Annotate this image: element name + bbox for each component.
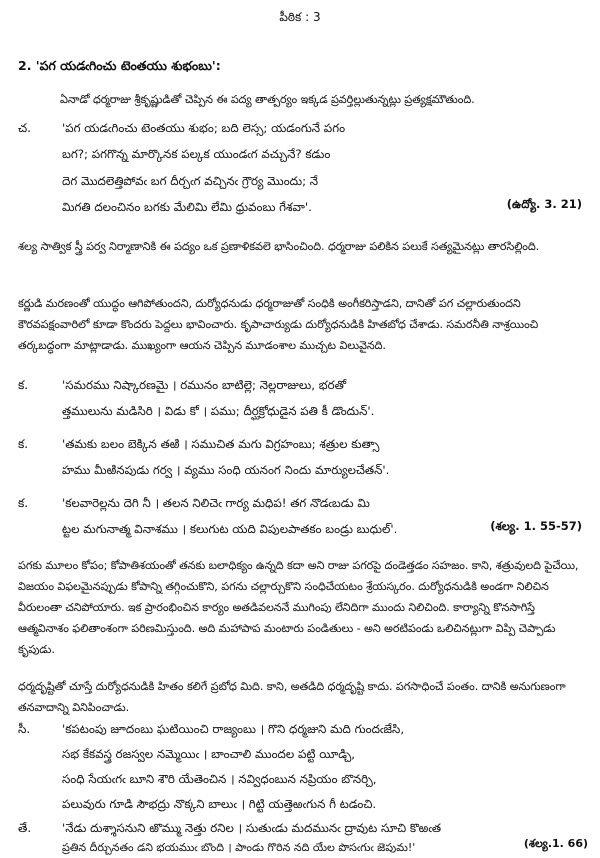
poem-line: 'కపటంపు జూదంబు ఘటియించి రాజ్యంబు । గొని ధర్మజుని మది గుందఁజేసి, [62,722,405,736]
poem-label: క. [18,378,29,392]
poem-label: తే. [18,821,32,835]
poem-line: త్తములును మడిసిరి । విడు కో । పము; దీర్ఘక్రోధుడైన పతి కీ డొందున్'. [62,404,375,418]
paragraph-1: శల్య సాత్విక స్త్రీ పర్వ నిర్మాణానికి ఈ పద్యం ఒక ప్రణాళికవలె భాసించింది. ధర్మరాజు పలికిన పలుకే సత్యమైనట్లు తారసిల్లింది. [18,240,540,253]
page-header: పీఠిక : 3 [279,10,321,24]
paragraph-3: పగకు మూలం కోపం; కోపాతిశయంతో తనకు బలాధిక్యం ఉన్నది కదా అని రాజు పగరపై దండెత్తడం సహజం. కాని, శత్రువులది పైచేయి, విజయం విఫలమైనప్పుడు కోపాన్ని తగ్గించుకొని, పగను చల్లార్చుకొని సంధిచేయటం శ్రేయస్కరం. దుర్యోధనుడికి అండగా నిలిచిన వీరులంతా చనిపోయారు. ఇక ప్రారంభించిన కార్యం అతడివలననే ముగింపు లేనిదిగా ముందు నిలిచింది. కార్యాన్ని కొనసాగిస్తే ఆత్మవినాశం ఫలితాంశంగా పరిణమిస్తుంది. అది మహాపాప మంటారు పండితులు - అని అరటిపండు ఒలిచినట్లుగా విప్పి చెప్పాడు కృపుడు. [18,559,579,656]
paragraph-4: ధర్మదృష్టితో చూస్తే దుర్యోధనుడికి హితం కలిగే ప్రబోధ మిది. కాని, అతడిది ధర్మదృష్టి కాదు. పగసాధించే పంతం. దానికి అనుగుణంగా తనవాదాన్ని వినిపించాడు. [18,680,566,714]
poem-line: 'తమకు బలం బెక్కిన తఱి । సముచిత మగు విగ్రహంబు; శత్రుల కుత్సా [62,437,380,451]
poem-line: బగ?; పగగొన్న మార్కొనక పల్కక యుండఁగ వచ్చునే? కడుం [62,147,331,161]
poem-line: హము మీఱినపుడు గర్వ । వ్యము సంధి యనంగ నిందు మార్యులచేతన్'. [62,463,390,477]
paragraph-2: కర్ణుడి మరణంతో యుద్ధం ఆగిపోతుందని, దుర్యోధనుడు ధర్మరాజుతో సంధికి అంగీకరిస్తాడని, దానితో పగ చల్లారుతుందని కౌరవపక్షంవారిలో కూడా కొందరు పెద్దలు భావించారు. కృపాచార్యుడు దుర్యోధనుడికి హితబోధ చేశాడు. సమరనీతి నాశ్రయించి తర్కబద్ధంగా మాట్లాడాడు. ముఖ్యంగా ఆయన చెప్పిన మూడంశాల ముచ్చట విలువైనది. [18,297,539,352]
poem-label: క. [18,437,29,451]
poem-line: 'నేడు దుశ్శాసనుని ఱొమ్ము నెత్తు రనిల । సుతుఁడు మదమునఁ ద్రావుట సూచి కొఱఁత [62,821,442,835]
poem-line: పలువురు గూడి సౌభద్రు నొక్కని బాలుఁ । గిట్టి యత్తెఱఁగున గీ టడంచి. [62,797,377,811]
poem-line: మిగతి దలంచినం బగకు మేలిమి లేమి ధ్రువంబు గేశవా'. [62,200,312,214]
poem-label: క. [18,496,29,510]
section-title: 2. 'పగ యడఁగించు టెంతయు శుభంబు': [18,58,221,73]
poem-reference: (శల్య.1. 66) [523,837,588,850]
poem-line: ప్రతిన దీర్చునతం డని భయముఁ బొంది । పాండు గొరిన నది యేల పొసఁగుఁ జెపుమ!' [62,841,416,854]
poem-label: సీ. [18,722,31,736]
poem-reference: (శల్య. 1. 55-57) [490,519,582,533]
poem-reference: (ఉద్యో. 3. 21) [506,197,582,211]
poem-line: 'కలవారెల్లను దెగి నీ । తలన నిలిచెఁ గార్య మధిప! తగ నొడఁబడు మి [62,496,370,510]
poem-line: సభ కేకవస్త్ర రజస్వల నమ్మెయిఁ । బాంచాలి ముందల పట్టి యీడ్చి, [62,747,356,761]
poem-line: దెగ మొదలెత్తిపోవఁ బగ దీర్చఁగ వచ్చినఁ గ్రౌర్య మొందు; నే [62,174,319,188]
poem-line: 'పగ యడఁగించు టెంతయు శుభం; బది లెస్స; యడంగునే పగం [62,121,346,135]
poem-line: సంధి సేయఁగఁ బూని శౌరి యేతెంచిన । నవ్విధంబున నప్రియం బొనర్చి, [62,772,377,786]
poem-label: చ. [18,121,31,135]
poem-line: ట్టల మగునాత్మ వినాశము । కలుగుట యది విపులపాతకం బండ్రు బుధుల్'. [62,522,398,536]
poem-line: 'సమరము నిష్కారణమై । రమునం బాటిల్లె; నెల్లరాజులు, భరతో [62,378,347,392]
intro-paragraph: ఏనాడో ధర్మరాజు శ్రీకృష్ణుడితో చెప్పిన ఈ పద్య తాత్పర్యం ఇక్కడ ప్రవర్తిల్లుతున్నట్లు ప్రత్యక్షమౌతుంది. [60,93,475,106]
